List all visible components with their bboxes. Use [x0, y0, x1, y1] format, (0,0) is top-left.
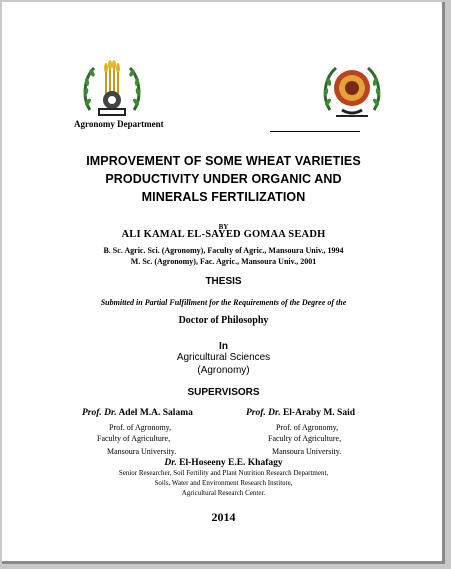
supervisor-left-name: Adel M.A. Salama [118, 408, 193, 418]
in-label: In [219, 341, 228, 352]
supervisor-right-prefix: Prof. Dr. [246, 408, 281, 418]
supervisor-left-faculty: Faculty of Agriculture, [97, 434, 171, 443]
submitted-statement: Submitted in Partial Fulfillment for the Requirements of the Degree of the [100, 298, 347, 307]
supervisor-third-title: Senior Researcher, Soil Fertility and Plant Nutrition Research Department, [118, 469, 329, 477]
supervisor-left-name-line [82, 408, 193, 418]
supervisor-third [2, 458, 445, 498]
supervisor-left-prefix: Prof. Dr. [82, 408, 117, 418]
title-line-3: MINERALS FERTILIZATION [141, 190, 306, 204]
author-name: ALI KAMAL EL-SAYED GOMAA SEADH [121, 229, 326, 240]
supervisor-right-faculty: Faculty of Agriculture, [268, 434, 342, 443]
faculty-emblem-logo [80, 58, 144, 120]
author-degree-msc: M. Sc. (Agronomy), Fac. Agric., Mansoura Univ., 2001 [130, 257, 317, 266]
supervisor-right-title: Prof. of Agronomy, [276, 423, 339, 432]
department-label: Agronomy Department [74, 119, 164, 129]
supervisor-right-name: El-Araby M. Said [282, 408, 356, 418]
by-label: BY [218, 223, 229, 231]
title-line-1: IMPROVEMENT OF SOME WHEAT VARIETIES [86, 154, 361, 168]
supervisor-third-prefix: Dr. [164, 458, 177, 468]
degree-name: Doctor of Philosophy [178, 315, 269, 326]
supervisor-left-university: Mansoura University. [107, 447, 177, 456]
header-divider [270, 131, 360, 132]
university-seal-logo [320, 60, 384, 122]
supervisor-left-title: Prof. of Agronomy, [109, 423, 172, 432]
supervisors-heading: SUPERVISORS [187, 387, 260, 398]
thesis-label: THESIS [205, 276, 242, 287]
supervisor-right-name-line [246, 408, 355, 418]
supervisor-third-name-line [2, 458, 445, 468]
thesis-cover-page [2, 2, 445, 564]
title-line-2: PRODUCTIVITY UNDER ORGANIC AND [105, 172, 342, 186]
supervisor-third-institute: Soils, Water and Environment Research Institute, [154, 479, 293, 487]
supervisor-third-name: El-Hoseeny E.E. Khafagy [179, 458, 283, 468]
specialty-name: (Agronomy) [197, 365, 250, 376]
thesis-title [22, 152, 425, 206]
author-degree-bsc: B. Sc. Agric. Sci. (Agronomy), Faculty of Agric., Mansoura Univ., 1994 [103, 246, 344, 255]
thesis-year: 2014 [211, 510, 236, 524]
supervisor-right-university: Mansoura University. [272, 447, 342, 456]
field-name: Agricultural Sciences [176, 352, 271, 363]
supervisor-third-center: Agricultural Research Center. [181, 489, 266, 497]
